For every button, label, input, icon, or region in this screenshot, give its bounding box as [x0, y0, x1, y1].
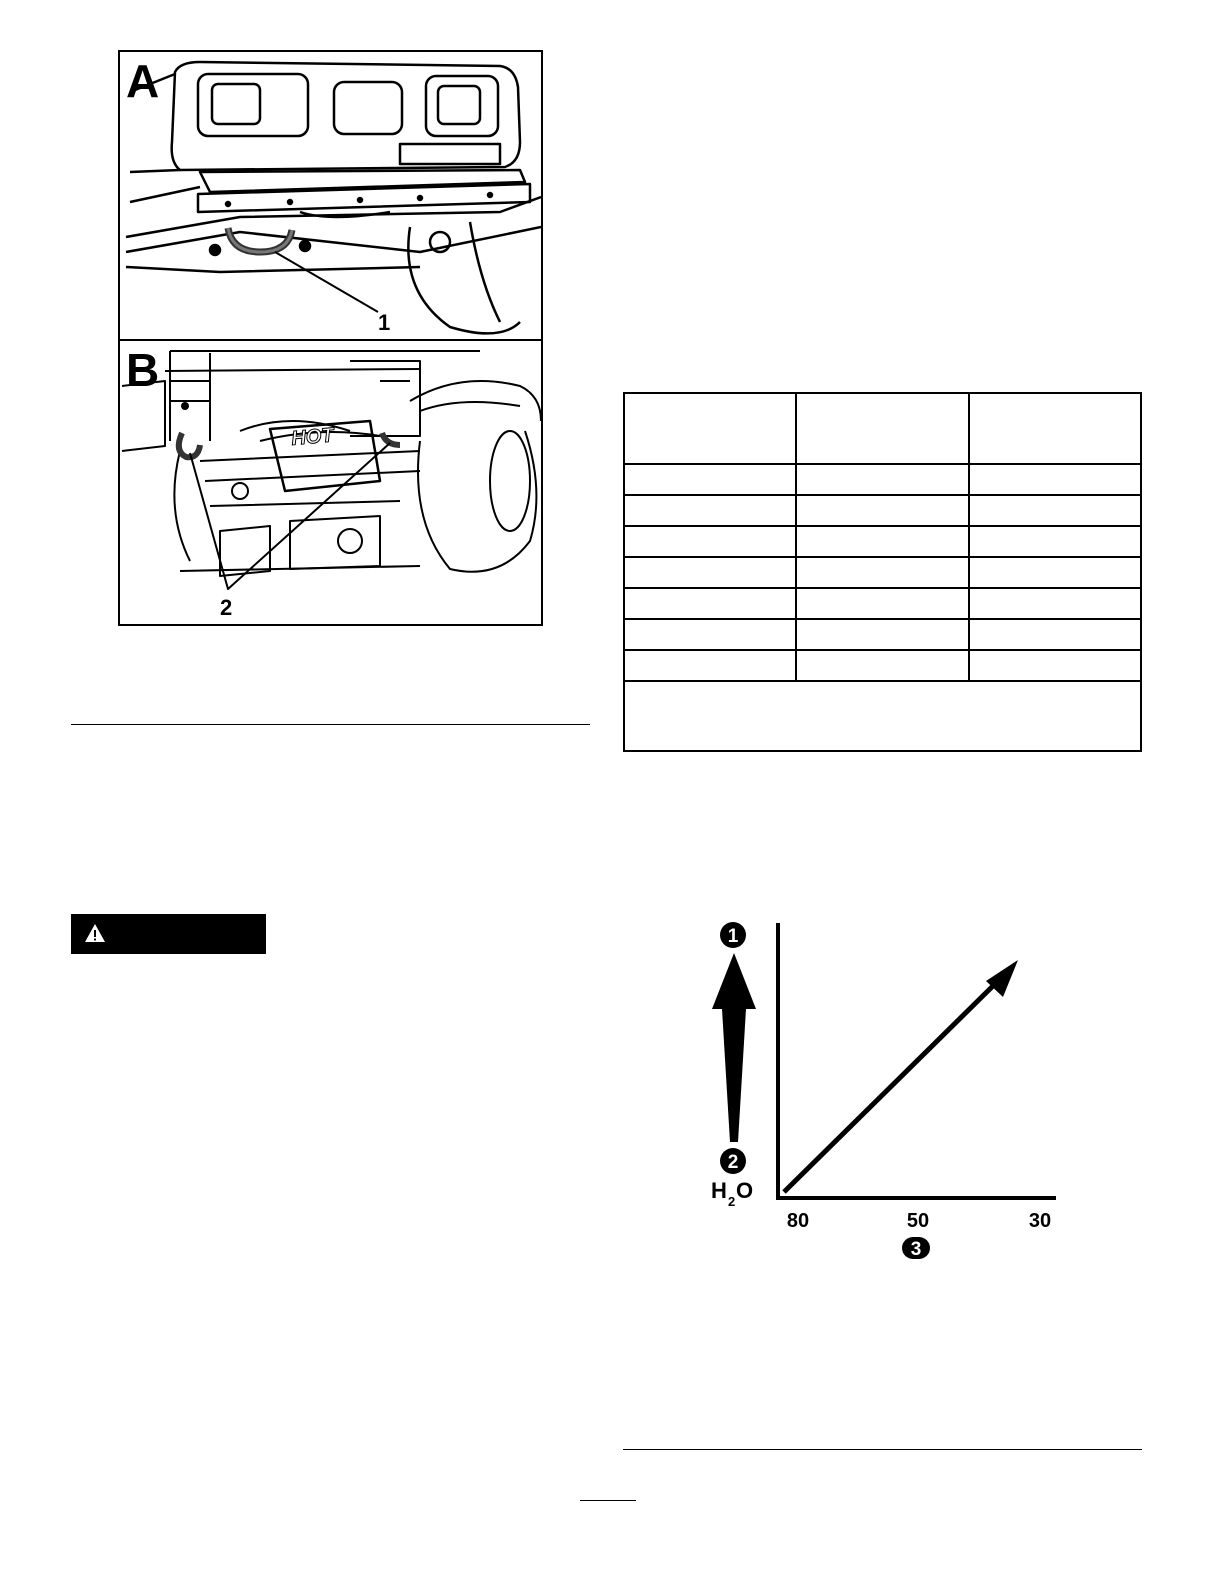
table-cell: [796, 495, 968, 526]
water-label-h: H: [711, 1178, 727, 1203]
table-row: [624, 650, 1141, 681]
panel-b: [120, 341, 541, 624]
table-header-cell: [969, 393, 1141, 464]
table-cell: [624, 464, 796, 495]
table-footnote: [624, 681, 1141, 751]
water-label-o: O: [736, 1178, 754, 1203]
table-header-cell: [624, 393, 796, 464]
table-cell: [796, 650, 968, 681]
panel-b-letter: B: [126, 344, 160, 396]
table-cell: [796, 619, 968, 650]
callout-2-number: 2: [727, 1152, 739, 1173]
table-cell: [969, 650, 1141, 681]
table-row: [624, 495, 1141, 526]
table-cell: [969, 495, 1141, 526]
table-cell: [624, 588, 796, 619]
tow-hitch-figure: [118, 50, 543, 626]
table-cell: [969, 619, 1141, 650]
table-row: [624, 526, 1141, 557]
water-label-subscript: 2: [728, 1194, 736, 1209]
panel-a-letter: A: [126, 55, 160, 107]
table-cell: [624, 557, 796, 588]
table-header-cell: [796, 393, 968, 464]
hot-decal-text: HOT: [290, 424, 335, 450]
table-cell: [796, 526, 968, 557]
callout-3-number: 3: [910, 1239, 922, 1260]
spec-table: [623, 392, 1142, 752]
table-cell: [624, 650, 796, 681]
table-cell: [624, 526, 796, 557]
page-number-rule: [580, 1500, 636, 1501]
table-cell: [969, 526, 1141, 557]
warning-triangle-icon: [84, 923, 106, 943]
table-cell: [624, 495, 796, 526]
x-tick-label: 50: [906, 1210, 930, 1232]
vertical-arrow-head: [712, 953, 756, 1009]
table-cell: [796, 464, 968, 495]
table-header-row: [624, 393, 1141, 464]
table-row: [624, 588, 1141, 619]
table-cell: [796, 588, 968, 619]
table-cell: [624, 619, 796, 650]
table-row: [624, 464, 1141, 495]
table-row: [624, 557, 1141, 588]
table-footnote-row: [624, 681, 1141, 751]
table-cell: [969, 588, 1141, 619]
x-tick-label: 30: [1028, 1210, 1052, 1232]
table-cell: [796, 557, 968, 588]
panel-a: [120, 52, 541, 341]
warning-banner: [71, 914, 266, 954]
callout-1-number: 1: [727, 926, 739, 947]
rear-bumper-illustration: [120, 52, 541, 339]
coolant-mix-graph: [700, 915, 1070, 1265]
x-tick-label: 80: [786, 1210, 810, 1232]
rear-underside-illustration: [120, 341, 541, 624]
table-row: [624, 619, 1141, 650]
callout-2: 2: [220, 595, 233, 620]
callout-1: 1: [378, 310, 391, 335]
section-divider-left: [71, 724, 590, 725]
vertical-arrow-shaft: [722, 1009, 746, 1142]
table-cell: [969, 464, 1141, 495]
trend-arrow-line: [784, 979, 1000, 1192]
table-cell: [969, 557, 1141, 588]
section-divider-right: [623, 1449, 1142, 1450]
